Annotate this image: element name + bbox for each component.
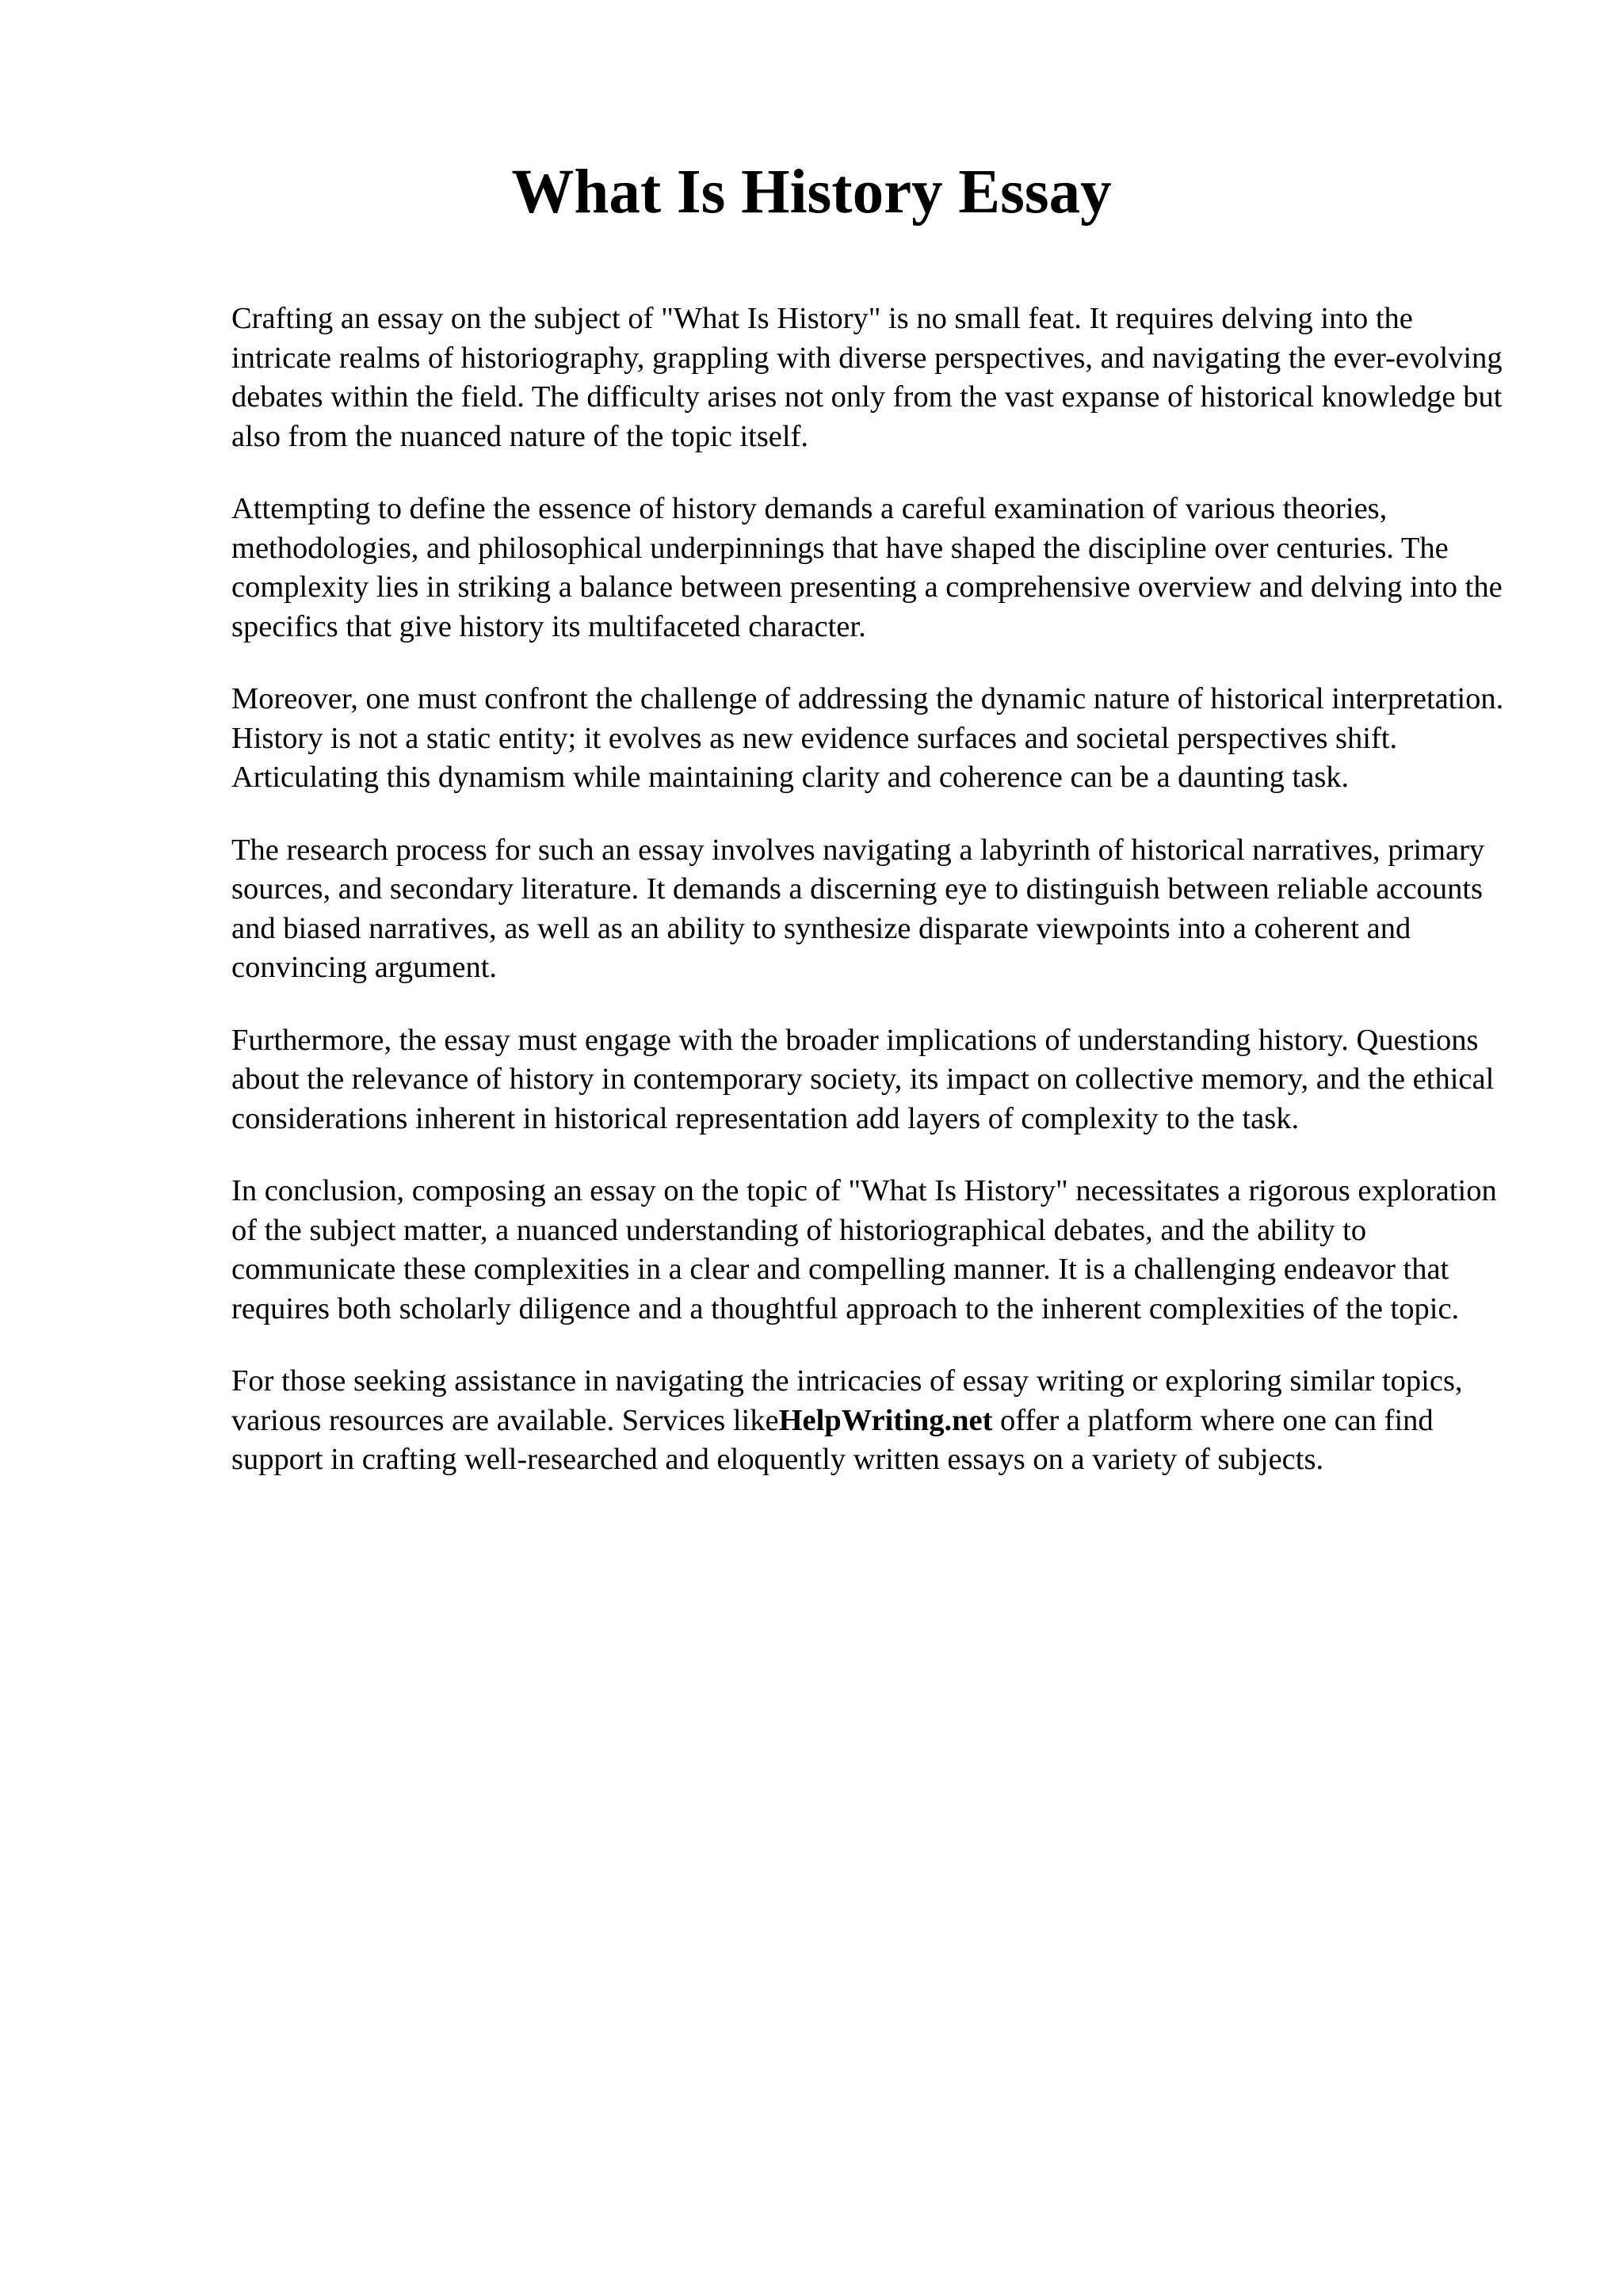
closing-text-before: For those seeking assistance in navigating the intricacies of essay writing or exploring similar topics, various resources are available. Services like — [231, 1364, 1463, 1437]
helpwriting-link[interactable]: HelpWriting.net — [778, 1403, 993, 1437]
closing-paragraph — [231, 1362, 1515, 1480]
paragraph-1: Crafting an essay on the subject of "What Is History" is no small feat. It requires delving into the intricate realms of historiography, grappling with diverse perspectives, and navigating the ever-evolving debates within the field. The difficulty arises not only from the vast expanse of historical knowledge but also from the nuanced nature of the topic itself. — [231, 302, 1503, 453]
paragraph-2: Attempting to define the essence of history demands a careful examination of various theories, methodologies, and philosophical underpinnings that have shaped the discipline over centuries. The complexity lies in striking a balance between presenting a comprehensive overview and delving into the specifics that give history its multifaceted character. — [231, 492, 1503, 643]
page-title: What Is History Essay — [511, 158, 1112, 227]
paragraph-6: In conclusion, composing an essay on the topic of "What Is History" necessitates a rigorous exploration of the subject matter, a nuanced understanding of historiographical debates, and the ability to communicate these complexities in a clear and compelling manner. It is a challenging endeavor that requires both scholarly diligence and a thoughtful approach to the inherent complexities of the topic. — [231, 1174, 1497, 1325]
paragraph-4: The research process for such an essay involves navigating a labyrinth of historical narratives, primary sources, and secondary literature. It demands a discerning eye to distinguish between reliable accounts and biased narratives, as well as an ability to synthesize disparate viewpoints into a coherent and convincing argument. — [231, 833, 1485, 984]
paragraph-5: Furthermore, the essay must engage with the broader implications of understanding history. Questions about the relevance of history in contemporary society, its impact on collective memory, and the ethical considerations inherent in historical representation add layers of complexity to the task. — [231, 1023, 1495, 1135]
paragraph-3: Moreover, one must confront the challenge of addressing the dynamic nature of historical interpretation. History is not a static entity; it evolves as new evidence surfaces and societal perspectives shift. Articulating this dynamism while maintaining clarity and coherence can be a daunting task. — [231, 682, 1504, 794]
essay-body — [231, 299, 1515, 1513]
closing-text-after: offer a platform where one can find support in crafting well-researched and eloquently written essays on a variety of subjects. — [231, 1403, 1434, 1476]
